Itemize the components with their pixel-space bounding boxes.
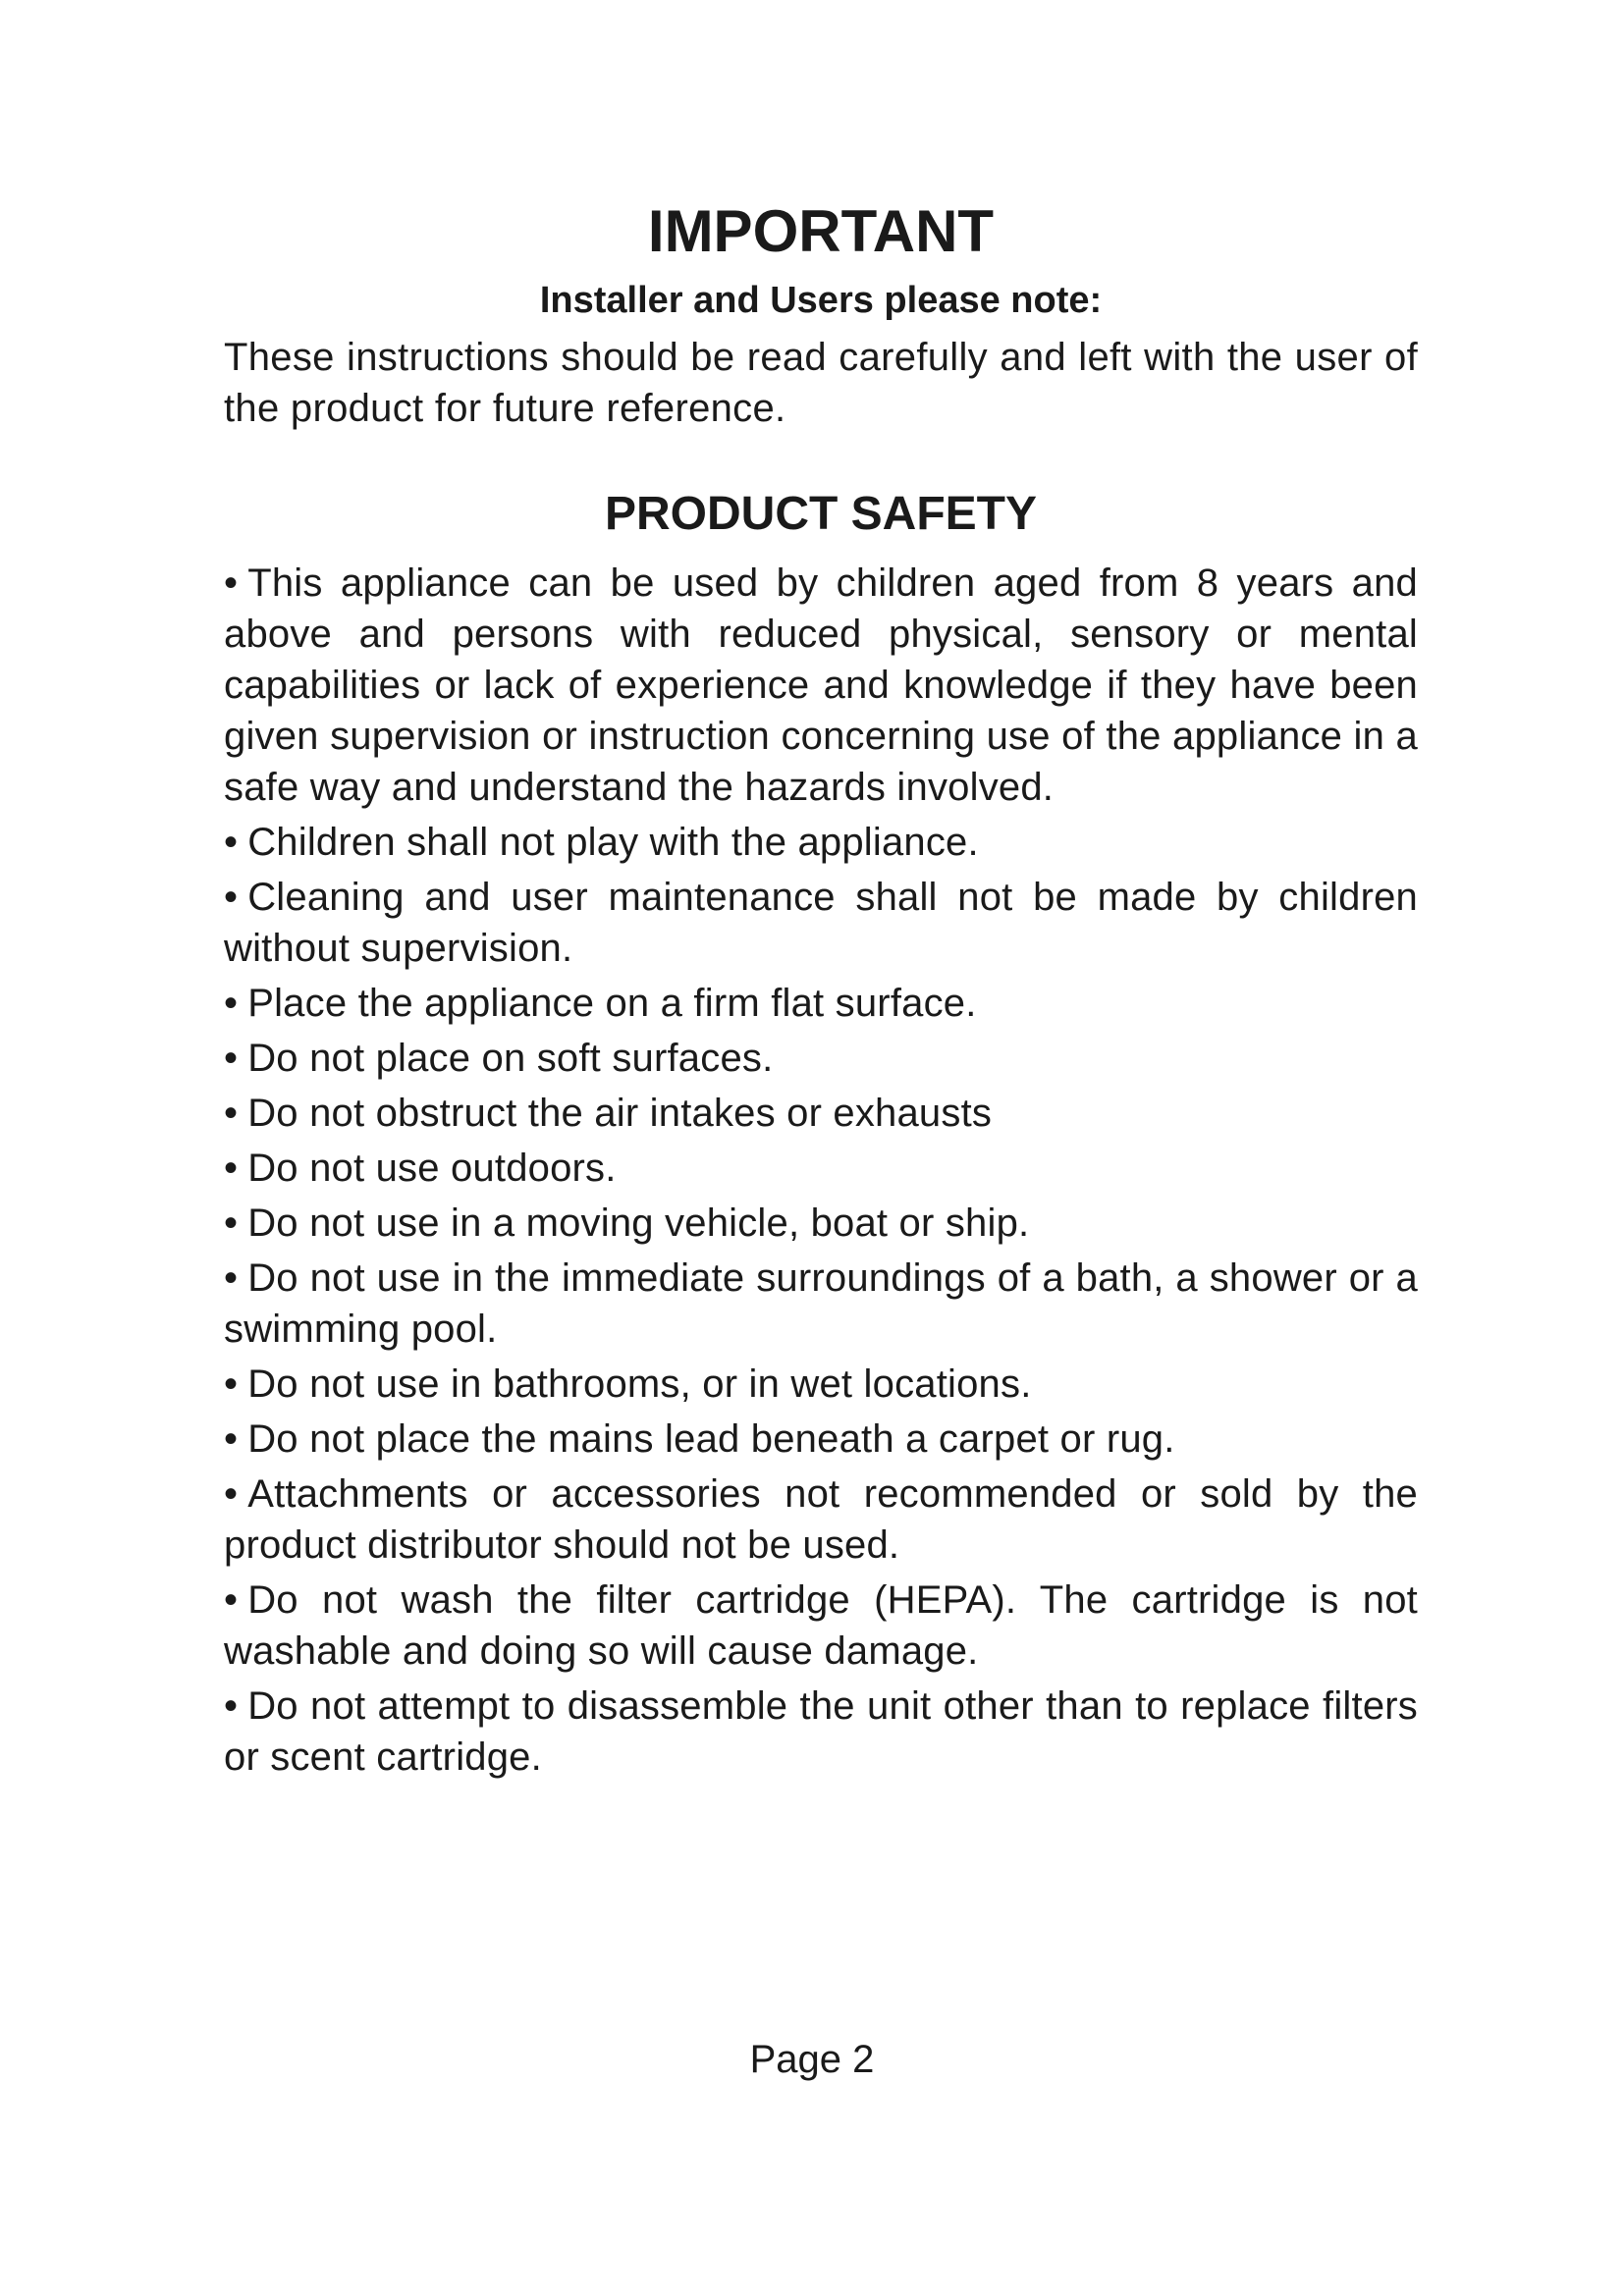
list-item-text: Do not use outdoors. (247, 1147, 617, 1190)
bullet-icon: • (224, 982, 239, 1025)
list-item (224, 558, 1418, 813)
list-item (224, 1033, 1418, 1084)
bullet-icon: • (224, 561, 239, 605)
subtitle: Installer and Users please note: (539, 280, 1103, 321)
page-number: Page 2 (749, 2038, 875, 2081)
bullet-icon: • (224, 1147, 239, 1190)
list-item-text: Do not obstruct the air intakes or exhausts (247, 1092, 993, 1135)
list-item (224, 1143, 1418, 1194)
bullet-icon: • (224, 1037, 239, 1080)
list-item (224, 1575, 1418, 1677)
bullet-icon: • (224, 1092, 239, 1135)
list-item (224, 1359, 1418, 1410)
list-item (224, 817, 1418, 868)
list-item (224, 1681, 1418, 1783)
bullet-icon: • (224, 1472, 239, 1516)
list-item-text: Place the appliance on a firm flat surface. (247, 982, 977, 1025)
list-item (224, 978, 1418, 1029)
bullet-icon: • (224, 1578, 239, 1622)
list-item-text: Do not use in bathrooms, or in wet locations. (247, 1362, 1032, 1406)
list-item-text: Children shall not play with the appliance. (247, 821, 979, 864)
list-item (224, 872, 1418, 974)
list-item-text: Do not attempt to disassemble the unit other than to replace filters or scent cartridge. (224, 1684, 1418, 1779)
list-item-text: Do not wash the filter cartridge (HEPA). The cartridge is not washable and doing so will cause damage. (224, 1578, 1418, 1673)
list-item (224, 1468, 1418, 1571)
document-page (224, 196, 1418, 1787)
bullet-icon: • (224, 1684, 239, 1728)
bullet-icon: • (224, 1201, 239, 1245)
list-item-text: Cleaning and user maintenance shall not be made by children without supervision. (224, 876, 1418, 970)
list-item (224, 1253, 1418, 1355)
list-item-text: Attachments or accessories not recommended or sold by the product distributor should not be used. (224, 1472, 1418, 1567)
list-item (224, 1414, 1418, 1465)
intro-paragraph: These instructions should be read carefully and left with the user of the product for future reference. (224, 336, 1418, 430)
list-item-text: Do not place on soft surfaces. (247, 1037, 774, 1080)
bullet-icon: • (224, 1362, 239, 1406)
list-item (224, 1198, 1418, 1249)
safety-list (224, 558, 1418, 1783)
bullet-icon: • (224, 821, 239, 864)
bullet-icon: • (224, 876, 239, 919)
list-item-text: This appliance can be used by children aged from 8 years and above and persons with reduced physical, sensory or mental capabilities or lack of experience and knowledge if they have been given supervision or instruction concerning use of the appliance in a safe way and understand the hazards involved. (224, 561, 1418, 809)
list-item-text: Do not use in a moving vehicle, boat or ship. (247, 1201, 1030, 1245)
bullet-icon: • (224, 1417, 239, 1461)
list-item-text: Do not use in the immediate surroundings of a bath, a shower or a swimming pool. (224, 1256, 1418, 1351)
list-item-text: Do not place the mains lead beneath a carpet or rug. (247, 1417, 1175, 1461)
bullet-icon: • (224, 1256, 239, 1300)
page-title: IMPORTANT (647, 198, 995, 264)
list-item (224, 1088, 1418, 1139)
section-title-product-safety: PRODUCT SAFETY (604, 488, 1037, 540)
